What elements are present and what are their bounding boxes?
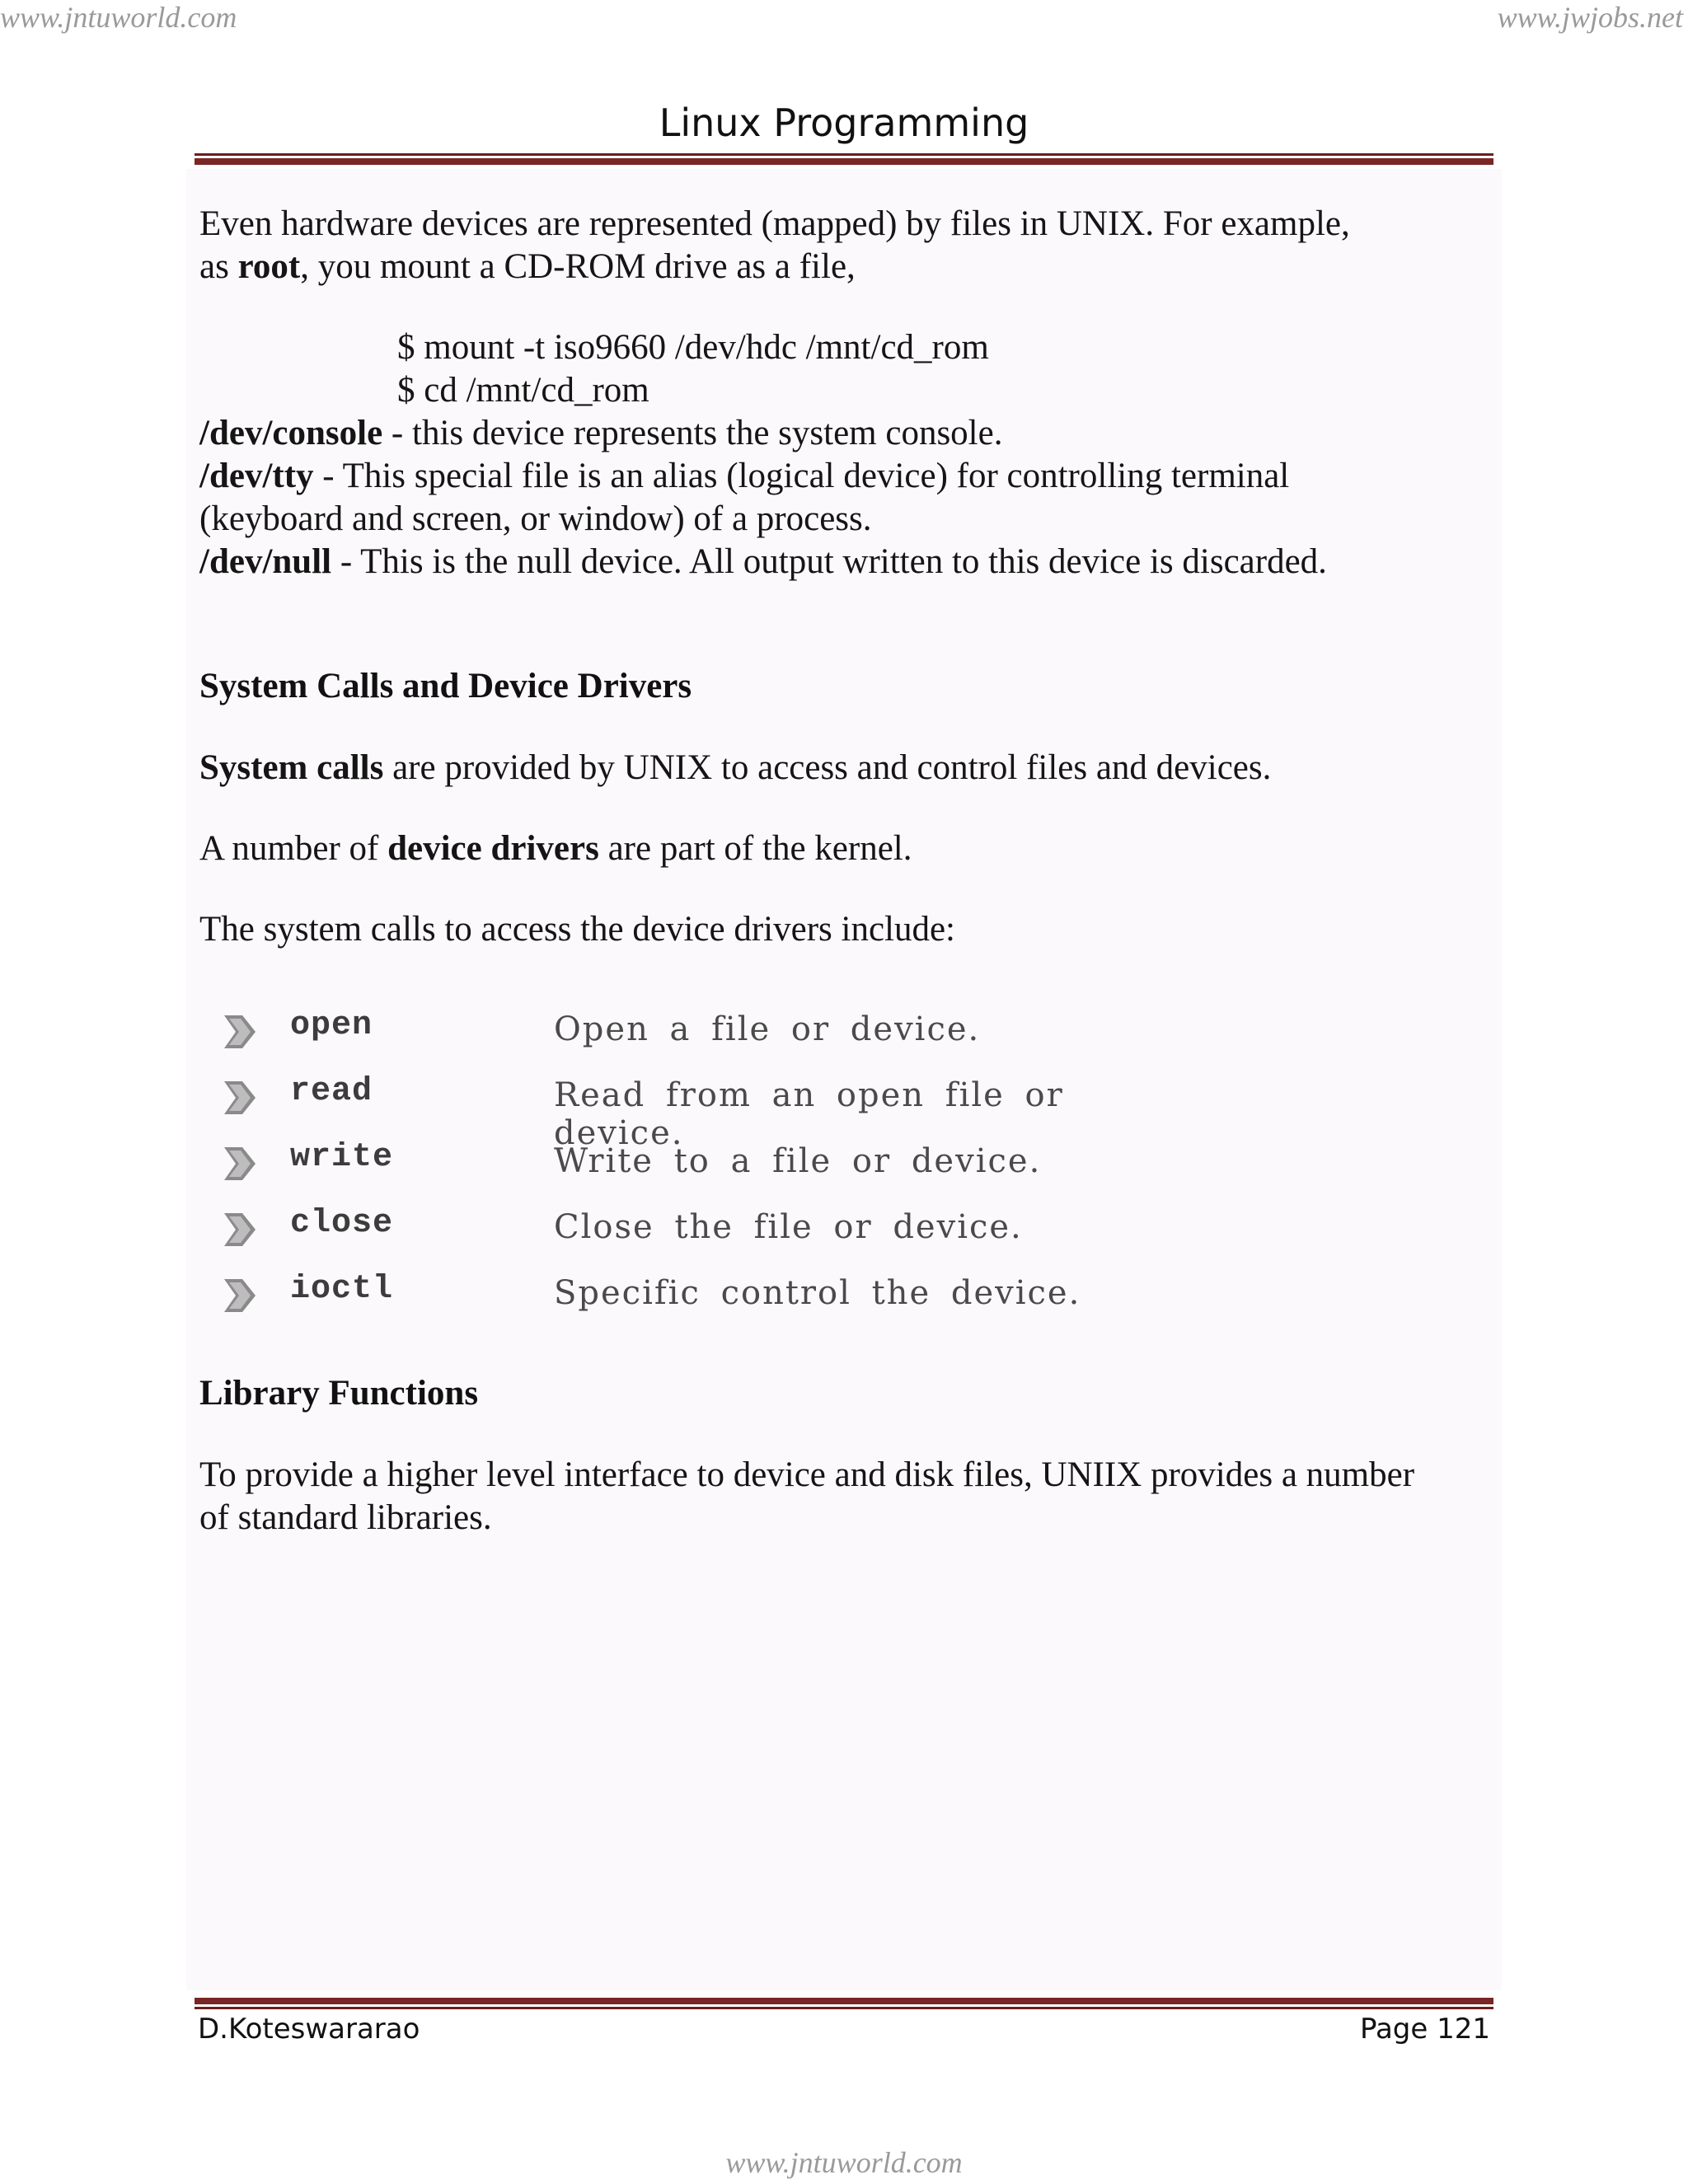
footer-author: D.Koteswararao bbox=[198, 2013, 420, 2046]
syscall-row-ioctl bbox=[214, 1271, 1203, 1320]
syscall-name: close bbox=[290, 1205, 394, 1242]
bullet-arrow-icon bbox=[221, 1144, 257, 1183]
bullet-arrow-icon bbox=[221, 1276, 257, 1315]
syscall-desc: Specific control the device. bbox=[554, 1274, 1081, 1312]
footer-page-number: Page 121 bbox=[1359, 2013, 1490, 2046]
device-null: /dev/null - This is the null device. All output written to this device is discarded. bbox=[199, 542, 1327, 581]
bullet-arrow-icon bbox=[221, 1078, 257, 1118]
library-line-1: To provide a higher level interface to device and disk files, UNIIX provides a number bbox=[199, 1455, 1415, 1494]
device-tty-continued: (keyboard and screen, or window) of a process. bbox=[199, 499, 872, 538]
syscall-name: write bbox=[290, 1139, 394, 1176]
watermark-top-left: www.jntuworld.com bbox=[0, 1, 237, 34]
command-cd: $ cd /mnt/cd_rom bbox=[397, 371, 649, 410]
syscall-desc: Write to a file or device. bbox=[554, 1142, 1042, 1180]
watermark-top-right: www.jwjobs.net bbox=[1497, 1, 1683, 34]
syscall-row-open bbox=[214, 1007, 1203, 1057]
syscall-desc: Read from an open file or device. bbox=[554, 1076, 1064, 1152]
header-rule-thin bbox=[195, 153, 1493, 156]
header-rule-thick bbox=[195, 158, 1493, 165]
page-title: Linux Programming bbox=[659, 101, 1029, 145]
footer-rule-thin bbox=[195, 2007, 1493, 2009]
syscall-row-write bbox=[214, 1139, 1203, 1188]
intro-line-1: Even hardware devices are represented (mapped) by files in UNIX. For example, bbox=[199, 204, 1350, 243]
syscall-row-close bbox=[214, 1205, 1203, 1254]
footer-rule-thick bbox=[195, 1998, 1493, 2004]
syscall-desc: Close the file or device. bbox=[554, 1208, 1023, 1246]
device-console: /dev/console - this device represents the system console. bbox=[199, 414, 1003, 452]
root-term: root bbox=[237, 247, 301, 286]
section-heading-system-calls: System Calls and Device Drivers bbox=[199, 667, 692, 705]
library-line-2: of standard libraries. bbox=[199, 1498, 492, 1537]
system-calls-paragraph: System calls are provided by UNIX to access and control files and devices. bbox=[199, 748, 1272, 787]
bullet-arrow-icon bbox=[221, 1210, 257, 1249]
intro-line-2: as root, you mount a CD-ROM drive as a file, bbox=[199, 247, 856, 286]
bullet-arrow-icon bbox=[221, 1012, 257, 1052]
syscall-row-read bbox=[214, 1073, 1203, 1152]
section-heading-library-functions: Library Functions bbox=[199, 1374, 479, 1413]
watermark-bottom: www.jntuworld.com bbox=[725, 2146, 963, 2179]
syscall-name: open bbox=[290, 1007, 373, 1044]
syscall-desc: Open a file or device. bbox=[554, 1010, 981, 1048]
calls-intro-paragraph: The system calls to access the device drivers include: bbox=[199, 910, 956, 949]
command-mount: $ mount -t iso9660 /dev/hdc /mnt/cd_rom bbox=[397, 328, 989, 367]
device-drivers-paragraph: A number of device drivers are part of the kernel. bbox=[199, 829, 912, 868]
device-tty: /dev/tty - This special file is an alias (logical device) for controlling terminal bbox=[199, 457, 1290, 495]
syscall-name: read bbox=[290, 1073, 373, 1110]
syscall-name: ioctl bbox=[290, 1271, 394, 1308]
